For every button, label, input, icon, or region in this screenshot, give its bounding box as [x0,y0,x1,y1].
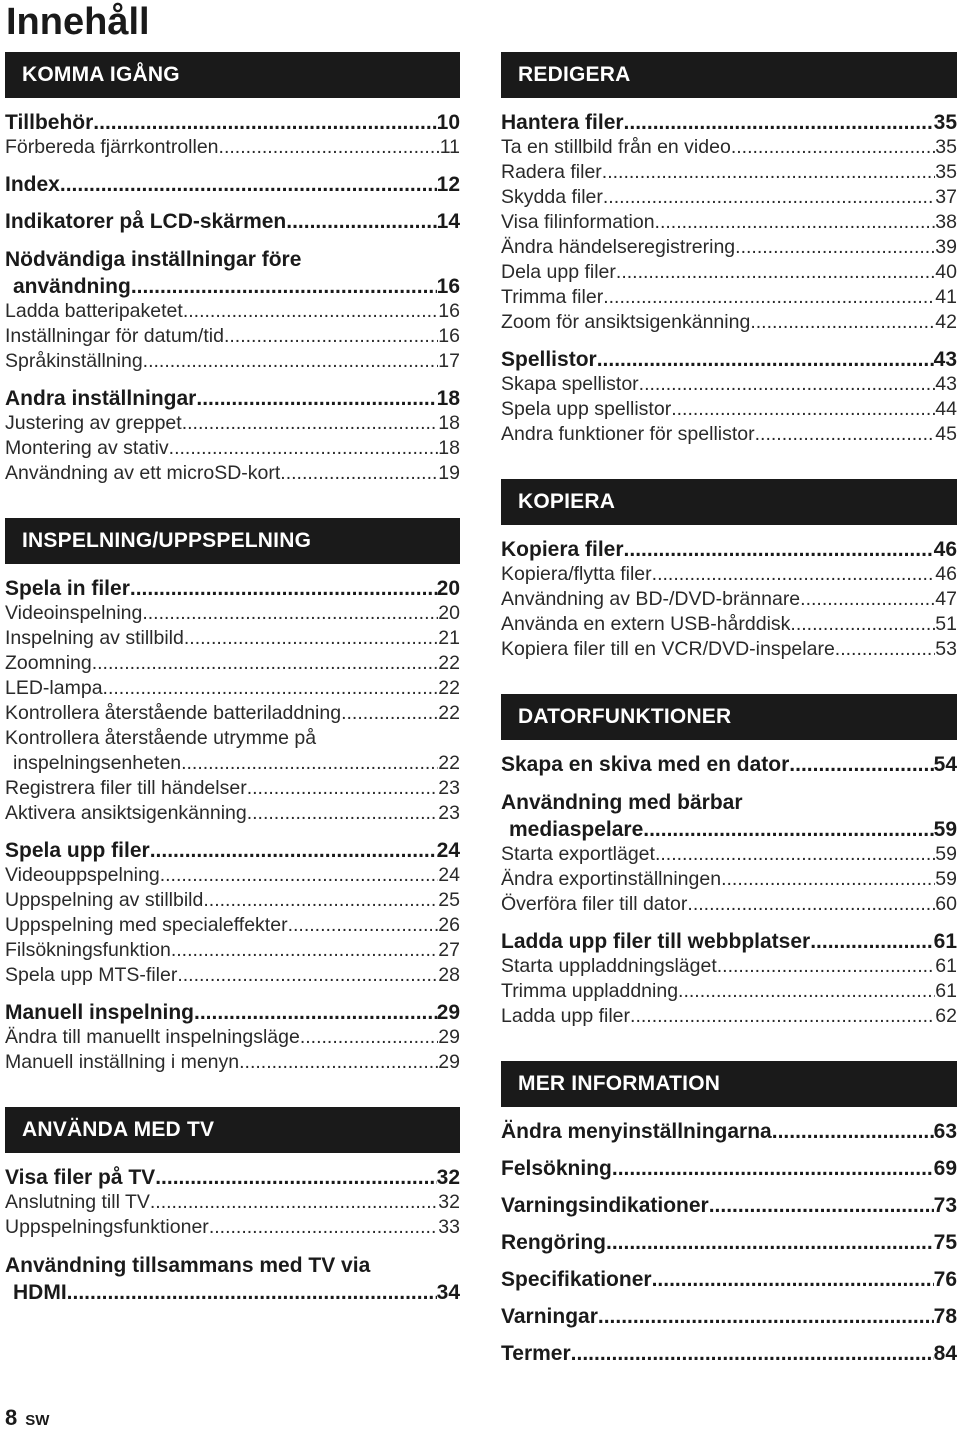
toc-entry-label: HDMI [13,1281,67,1304]
toc-entry-led-lampa[interactable] [5,676,460,701]
toc-page-number: 16 [436,275,460,298]
toc-entry-manuell-installning-i-menyn[interactable] [5,1050,460,1075]
section-header-mer-information: MER INFORMATION [501,1061,957,1107]
dot-leader [810,929,933,954]
toc-entry-label: Varningar [501,1305,598,1328]
toc-entry-label: Spellistor [501,348,597,371]
dot-leader [143,349,439,374]
dot-leader [203,888,438,913]
toc-page-number: 18 [436,387,460,410]
toc-entry-andra-installningar[interactable] [5,386,460,411]
dot-leader [652,562,936,587]
toc-entry-registrera-filer-till-handelser[interactable] [5,776,460,801]
toc-page-number: 78 [933,1305,957,1328]
toc-entry-label: Ändra exportinställningen [501,868,722,890]
toc-page-number: 18 [438,437,460,459]
toc-page-number: 37 [935,186,957,208]
toc-page-number: 27 [438,939,460,961]
toc-entry-ta-en-stillbild-fran-en-video[interactable] [501,135,957,160]
toc-entry-tillbehor[interactable] [5,110,460,135]
section-header-redigera: REDIGERA [501,52,957,98]
toc-entry-label: Ladda upp filer till webbplatser [501,930,811,953]
right-column [501,52,957,1366]
dot-leader [194,1000,437,1025]
toc-entry-label: Skapa spellistor [501,373,639,395]
toc-entry-kopiera-flytta-filer[interactable] [501,562,957,587]
toc-page-number: 59 [935,843,957,865]
toc-entry-visa-filer-pa-tv[interactable] [5,1165,460,1190]
toc-page-number: 59 [935,868,957,890]
toc-entry-label: Uppspelning med specialeffekter [5,914,288,936]
toc-entry-label: Användning av ett microSD-kort [5,462,281,484]
toc-entry-kopiera-filer-till-en-vcr-dvd-inspelare[interactable] [501,637,957,662]
toc-page-number: 39 [935,236,957,258]
toc-page-number: 24 [438,864,460,886]
dot-leader [709,1193,934,1218]
toc-entry-label: Språkinställning [5,350,143,372]
toc-entry-label-line1: Användning med bärbar [501,791,743,814]
toc-entry-uppspelningsfunktioner[interactable] [5,1215,460,1240]
toc-entry-mediaspelare[interactable] [501,817,957,842]
dot-leader [150,838,437,863]
dot-leader [717,954,936,979]
toc-wrapped-entry[interactable] [501,789,957,842]
toc-entry-ladda-upp-filer[interactable] [501,1004,957,1029]
dot-leader [196,386,436,411]
toc-page-number: 63 [933,1120,957,1143]
dot-leader [209,1215,438,1240]
toc-entry-label: Manuell inställning i menyn [5,1051,240,1073]
toc-page-number: 61 [935,980,957,1002]
toc-page-number: 40 [935,261,957,283]
dot-leader [603,285,935,310]
toc-page-number: 46 [935,563,957,585]
toc-entry-starta-uppladdningslaget[interactable] [501,954,957,979]
toc-entry-label: Videouppspelning [5,864,160,886]
toc-entry-ladda-upp-filer-till-webbplatser[interactable] [501,929,957,954]
dot-leader [300,1025,438,1050]
toc-entry-hantera-filer[interactable] [501,110,957,135]
toc-page-number: 38 [935,211,957,233]
toc-page-number: 42 [935,311,957,333]
toc-page-number: 76 [933,1268,957,1291]
dot-leader [655,210,936,235]
dot-leader [630,1004,935,1029]
toc-entry-label: Aktivera ansiktsigenkänning. [5,802,253,824]
dot-leader [169,436,439,461]
toc-entry-label: LED-lampa [5,677,103,699]
toc-entry-label: Kopiera filer [501,538,624,561]
toc-page-number: 29 [436,1001,460,1024]
toc-page-number: 22 [438,677,460,699]
toc-entry-label: Inspelning av stillbild [5,627,184,649]
language-code: SW [25,1412,50,1429]
toc-entry-andra-menyinstallningarna[interactable] [501,1119,957,1144]
toc-entry-dela-upp-filer[interactable] [501,260,957,285]
toc-entry-label: Användning av BD-/DVD-brännare [501,588,801,610]
toc-page-number: 84 [933,1342,957,1365]
toc-page-number: 35 [935,161,957,183]
toc-entry-label: Tillbehör [5,111,94,134]
page-number: 8 [5,1405,18,1430]
toc-entry-andra-handelseregistrering[interactable] [501,235,957,260]
toc-page-number: 69 [933,1157,957,1180]
dot-leader [790,612,935,637]
dot-leader [280,461,438,486]
toc-page-number: 19 [438,462,460,484]
toc-entry-label: Skapa en skiva med en dator [501,753,790,776]
dot-leader [678,979,935,1004]
dot-leader [177,963,438,988]
toc-entry-inspelningsenheten[interactable] [5,751,460,776]
toc-wrapped-entry[interactable] [5,246,460,299]
toc-page-number: 73 [933,1194,957,1217]
toc-page-number: 25 [438,889,460,911]
toc-entry-label: Specifikationer [501,1268,652,1291]
toc-page-number: 18 [438,412,460,434]
toc-entry-anvandning[interactable] [5,274,460,299]
toc-entry-starta-exportlaget[interactable] [501,842,957,867]
toc-page-number: 59 [933,818,957,841]
toc-page-number: 24 [436,839,460,862]
toc-entry-label: Starta exportläget [501,843,655,865]
dot-leader [571,1341,934,1366]
toc-entry-label: Videoinspelning [5,602,143,624]
dot-leader [224,324,438,349]
dot-leader [131,274,437,299]
toc-entry-aktivera-ansiktsigenkanning[interactable] [5,801,460,826]
toc-entry-spela-upp-mts-filer[interactable] [5,963,460,988]
toc-page-number: 16 [438,300,460,322]
toc-page-number: 16 [438,325,460,347]
toc-entry-label: Andra inställningar [5,387,197,410]
toc-entry-label: Rengöring [501,1231,606,1254]
toc-entry-anvandning-av-ett-microsd-kort[interactable] [5,461,460,486]
toc-entry-label: Förbereda fjärrkontrollen [5,136,219,158]
toc-page-number: 32 [438,1191,460,1213]
dot-leader [655,842,935,867]
toc-entry-kopiera-filer[interactable] [501,537,957,562]
toc-entry-overfora-filer-till-dator[interactable] [501,892,957,917]
dot-leader [92,651,439,676]
dot-leader [150,1190,438,1215]
dot-leader [288,913,439,938]
toc-entry-label-line1: Användning tillsammans med TV via [5,1254,371,1277]
toc-entry-varningar[interactable] [501,1304,957,1329]
toc-entry-label: Visa filinformation [501,211,655,233]
toc-entry-label: inspelningsenheten [13,752,182,774]
toc-page-number: 21 [438,627,460,649]
dot-leader [721,867,935,892]
toc-entry-varningsindikationer[interactable] [501,1193,957,1218]
toc-entry-label: Inställningar för datum/tid [5,325,224,347]
toc-entry-label: Kopiera filer till en VCR/DVD-inspelare [501,638,835,660]
toc-entry-termer[interactable] [501,1341,957,1366]
dot-leader [60,172,437,197]
toc-entry-label: Kopiera/flytta filer [501,563,652,585]
toc-entry-filsokningsfunktion[interactable] [5,938,460,963]
section-header-komma-igang: KOMMA IGÅNG [5,52,460,98]
toc-entry-andra-exportinstallningen[interactable] [501,867,957,892]
toc-page-number: 33 [438,1216,460,1238]
toc-entry-label: Ladda upp filer [501,1005,631,1027]
toc-wrapped-entry[interactable] [5,726,460,776]
toc-entry-videouppspelning[interactable] [5,863,460,888]
toc-entry-spela-upp-spellistor[interactable] [501,397,957,422]
toc-page-number: 10 [436,111,460,134]
toc-entry-label: Zoom för ansiktsigenkänning [501,311,751,333]
toc-entry-label: Ladda batteripaketet [5,300,183,322]
toc-entry-label: Indikatorer på LCD-skärmen [5,210,287,233]
toc-entry-skapa-spellistor[interactable] [501,372,957,397]
toc-entry-label: användning [13,275,131,298]
dot-leader [181,751,438,776]
toc-entry-label: Hantera filer [501,111,624,134]
dot-leader [142,601,438,626]
toc-entry-index[interactable] [5,172,460,197]
toc-entry-label: Radera filer [501,161,602,183]
toc-entry-label: Termer [501,1342,571,1365]
dot-leader [247,776,439,801]
toc-entry-label: Spela upp filer [5,839,150,862]
dot-leader [155,1165,436,1190]
dot-leader [643,817,933,842]
toc-page-number: 41 [935,286,957,308]
toc-entry-skydda-filer[interactable] [501,185,957,210]
dot-leader [598,1304,934,1329]
toc-entry-label-line1: Nödvändiga inställningar före [5,248,302,271]
dot-leader [624,110,934,135]
toc-entry-ladda-batteripaketet[interactable] [5,299,460,324]
section-header-anvanda-med-tv: ANVÄNDA MED TV [5,1107,460,1153]
dot-leader [182,411,439,436]
toc-entry-label: Ta en stillbild från en video [501,136,731,158]
toc-entry-label: Registrera filer till händelser [5,777,247,799]
toc-page-number: 54 [933,753,957,776]
toc-page-number: 20 [438,602,460,624]
toc-entry-inspelning-av-stillbild[interactable] [5,626,460,651]
dot-leader [735,235,935,260]
toc-entry-label: Varningsindikationer [501,1194,709,1217]
dot-leader [750,310,935,335]
toc-entry-trimma-uppladdning[interactable] [501,979,957,1004]
section-header-kopiera: KOPIERA [501,479,957,525]
toc-page-number: 62 [935,1005,957,1027]
toc-page-number: 28 [438,964,460,986]
dot-leader [597,347,934,372]
dot-leader [602,160,936,185]
toc-entry-videoinspelning[interactable] [5,601,460,626]
toc-page-number: 60 [935,893,957,915]
page-footer [5,1406,49,1433]
toc-page-number: 44 [935,398,957,420]
toc-page-number: 35 [933,111,957,134]
toc-page-number: 47 [935,588,957,610]
dot-leader [183,299,438,324]
dot-leader [219,135,440,160]
dot-leader [612,1156,934,1181]
toc-page-number: 45 [935,423,957,445]
toc-page-number: 35 [935,136,957,158]
toc-entry-label: Spela in filer [5,577,130,600]
dot-leader [103,676,439,701]
toc-entry-label-line1: Kontrollera återstående utrymme på [5,727,317,749]
toc-entry-label: Dela upp filer [501,261,616,283]
dot-leader [67,1280,437,1305]
toc-wrapped-entry[interactable] [5,1252,460,1305]
toc-entry-spellistor[interactable] [501,347,957,372]
toc-page-number: 26 [438,914,460,936]
toc-entry-sprakinstallning[interactable] [5,349,460,374]
dot-leader [93,110,436,135]
toc-entry-specifikationer[interactable] [501,1267,957,1292]
toc-entry-indikatorer-pa-lcd-skarmen[interactable] [5,209,460,234]
toc-entry-label: Spela upp MTS-filer [5,964,178,986]
dot-leader [239,1050,438,1075]
toc-entry-label: Uppspelning av stillbild [5,889,204,911]
toc-entry-rengoring[interactable] [501,1230,957,1255]
toc-entry-label: Ändra händelseregistrering [501,236,736,258]
toc-page-number: 29 [438,1051,460,1073]
dot-leader [184,626,438,651]
toc-page-number: 20 [436,577,460,600]
page-title: Innehåll [6,1,150,43]
toc-page-number: 29 [438,1026,460,1048]
toc-page-number: 61 [933,930,957,953]
toc-page-number: 23 [438,777,460,799]
dot-leader [130,576,437,601]
toc-entry-zoom-for-ansiktsigenkanning[interactable] [501,310,957,335]
toc-entry-label: Felsökning [501,1157,612,1180]
dot-leader [606,1230,934,1255]
toc-page-number: 46 [933,538,957,561]
toc-page-number: 32 [436,1166,460,1189]
toc-page-number: 22 [438,702,460,724]
toc-entry-label: Spela upp spellistor [501,398,672,420]
toc-entry-label: Manuell inspelning [5,1001,195,1024]
dot-leader [616,260,935,285]
toc-page-number: 14 [436,210,460,233]
toc-page-number: 22 [438,652,460,674]
dot-leader [252,801,438,826]
dot-leader [171,938,438,963]
toc-entry-spela-in-filer[interactable] [5,576,460,601]
toc-page-number: 11 [439,136,460,158]
toc-entry-visa-filinformation[interactable] [501,210,957,235]
toc-entry-label: Zoomning [5,652,92,674]
dot-leader [639,372,936,397]
toc-entry-label: Index [5,173,60,196]
toc-entry-manuell-inspelning[interactable] [5,1000,460,1025]
toc-page-number: 17 [438,350,460,372]
toc-entry-anslutning-till-tv[interactable] [5,1190,460,1215]
toc-entry-label: Trimma filer [501,286,604,308]
dot-leader [731,135,935,160]
toc-entry-label: Uppspelningsfunktioner [5,1216,209,1238]
toc-page-number: 34 [436,1281,460,1304]
toc-entry-justering-av-greppet[interactable] [5,411,460,436]
toc-entry-skapa-en-skiva-med-en-dator[interactable] [501,752,957,777]
dot-leader [286,209,436,234]
toc-entry-label: Ändra menyinställningarna [501,1120,772,1143]
section-header-datorfunktioner: DATORFUNKTIONER [501,694,957,740]
dot-leader [603,185,935,210]
toc-entry-label: Justering av greppet [5,412,182,434]
dot-leader [624,537,934,562]
left-column [5,52,460,1305]
toc-entry-label: Skydda filer [501,186,603,208]
dot-leader [671,397,935,422]
toc-page-number: 43 [933,348,957,371]
toc-entry-anvanda-en-extern-usb-harddisk[interactable] [501,612,957,637]
toc-entry-label: Filsökningsfunktion [5,939,171,961]
toc-entry-label: Använda en extern USB-hårddisk [501,613,791,635]
toc-entry-anvandning-av-bd-dvd-brannare[interactable] [501,587,957,612]
section-header-inspelning-uppspelning: INSPELNING/UPPSPELNING [5,518,460,564]
toc-entry-uppspelning-av-stillbild[interactable] [5,888,460,913]
dot-leader [160,863,439,888]
toc-entry-felsokning[interactable] [501,1156,957,1181]
dot-leader [341,701,438,726]
toc-entry-label: Montering av stativ [5,437,169,459]
toc-entry-installningar-for-datum-tid[interactable] [5,324,460,349]
toc-page-number: 22 [438,752,460,774]
toc-page-number: 53 [935,638,957,660]
toc-entry-label: mediaspelare [509,818,644,841]
dot-leader [652,1267,934,1292]
toc-page-number: 43 [935,373,957,395]
toc-page-number: 23 [438,802,460,824]
dot-leader [835,637,936,662]
toc-entry-spela-upp-filer[interactable] [5,838,460,863]
dot-leader [755,422,936,447]
toc-entry-andra-till-manuellt-inspelningslage[interactable] [5,1025,460,1050]
toc-page-number: 12 [436,173,460,196]
toc-entry-label: Trimma uppladdning [501,980,679,1002]
toc-entry-label: Överföra filer till dator [501,893,688,915]
dot-leader [789,752,933,777]
toc-entry-label: Andra funktioner för spellistor [501,423,755,445]
toc-entry-forbereda-fjarrkontrollen[interactable] [5,135,460,160]
toc-entry-andra-funktioner-for-spellistor[interactable] [501,422,957,447]
toc-entry-zoomning[interactable] [5,651,460,676]
toc-entry-trimma-filer[interactable] [501,285,957,310]
toc-entry-label: Visa filer på TV [5,1166,156,1189]
toc-page-number: 61 [935,955,957,977]
dot-leader [687,892,935,917]
toc-entry-hdmi[interactable] [5,1280,460,1305]
toc-entry-label: Starta uppladdningsläget [501,955,717,977]
toc-entry-uppspelning-med-specialeffekter[interactable] [5,913,460,938]
toc-entry-montering-av-stativ[interactable] [5,436,460,461]
dot-leader [800,587,935,612]
toc-page-number: 51 [935,613,957,635]
toc-entry-radera-filer[interactable] [501,160,957,185]
toc-entry-label: Kontrollera återstående batteriladdning [5,702,342,724]
toc-entry-kontrollera-aterstaende-batteriladdning[interactable] [5,701,460,726]
toc-entry-label: Anslutning till TV [5,1191,150,1213]
toc-page-number: 75 [933,1231,957,1254]
dot-leader [772,1119,934,1144]
toc-entry-label: Ändra till manuellt inspelningsläge [5,1026,300,1048]
